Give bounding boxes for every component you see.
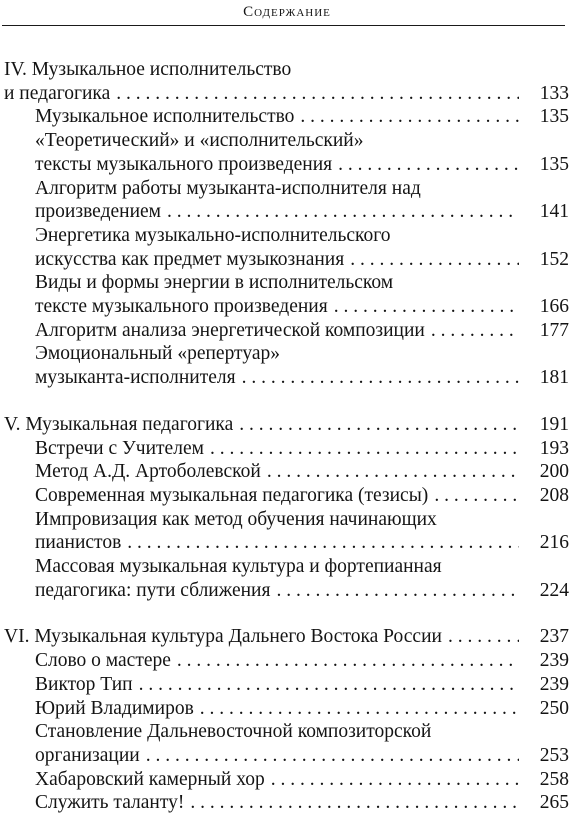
dot-leader: [267, 460, 519, 484]
page-number: 239: [539, 650, 569, 672]
page-number: 133: [539, 82, 569, 104]
dot-leader: [167, 200, 519, 224]
toc-entry-line: «Теоретический» и «исполнительский»: [35, 130, 364, 152]
page-number: 216: [539, 532, 569, 554]
dot-leader: [200, 697, 519, 721]
page-number: 166: [539, 296, 569, 318]
toc-entry-line: Служить таланту!: [35, 792, 185, 814]
toc-entry-line: тексте музыкального произведения: [35, 296, 328, 318]
toc-entry-line: Импровизация как метод обучения начинающих: [35, 508, 437, 530]
dot-leader: [276, 579, 519, 603]
toc-entry-line: Встречи с Учителем: [35, 437, 204, 459]
dot-leader: [271, 768, 519, 792]
page-number: 177: [539, 319, 569, 341]
toc-entry[interactable]: [0, 484, 574, 508]
toc-entry[interactable]: [0, 460, 574, 484]
toc-entry[interactable]: [0, 508, 574, 555]
toc-entry[interactable]: [0, 649, 574, 673]
page-number: 237: [539, 626, 569, 648]
toc-section-title[interactable]: [0, 413, 574, 437]
toc-section-title[interactable]: [0, 58, 574, 105]
toc-entry-line: Эмоциональный «репертуар»: [35, 343, 280, 365]
toc-entry[interactable]: [0, 105, 574, 129]
toc-entry-line: Юрий Владимиров: [35, 697, 194, 719]
toc-title-line: V. Музыкальная педагогика: [4, 413, 234, 435]
toc-entry[interactable]: [0, 555, 574, 602]
toc-entry[interactable]: [0, 271, 574, 318]
running-head: Содержание: [243, 4, 331, 20]
page-number: 250: [539, 697, 569, 719]
page-number: 152: [539, 248, 569, 270]
toc-entry[interactable]: [0, 768, 574, 792]
toc-title-line: IV. Музыкальное исполнительство: [4, 59, 292, 80]
page-number: 141: [539, 201, 569, 223]
toc-entry-line: искусства как предмет музыкознания: [35, 248, 345, 270]
dot-leader: [334, 295, 519, 319]
page-number: 193: [539, 437, 569, 459]
dot-leader: [239, 413, 519, 437]
toc-entry-line: Массовая музыкальная культура и фортепианная: [35, 556, 442, 578]
page-number: 265: [539, 792, 569, 814]
dot-leader: [448, 625, 519, 649]
toc-title-line: VI. Музыкальная культура Дальнего Востока России: [4, 626, 442, 648]
dot-leader: [431, 319, 519, 343]
toc-entry[interactable]: [0, 129, 574, 176]
dot-leader: [242, 366, 519, 390]
dot-leader: [116, 82, 519, 106]
dot-leader: [139, 673, 519, 697]
toc-entry[interactable]: [0, 791, 574, 815]
toc-entry-line: Алгоритм работы музыканта-исполнителя над: [35, 177, 421, 199]
toc-entry-line: музыканта-исполнителя: [35, 367, 236, 389]
toc-section-iv: [0, 58, 574, 390]
page-number: 200: [539, 461, 569, 483]
toc-section-title[interactable]: [0, 625, 574, 649]
page-number: 135: [539, 106, 569, 128]
page-number: 191: [539, 413, 569, 435]
dot-leader: [210, 437, 519, 461]
dot-leader: [338, 153, 519, 177]
toc-entry-line: тексты музыкального произведения: [35, 153, 333, 175]
toc-entry[interactable]: [0, 720, 574, 767]
dot-leader: [350, 248, 519, 272]
toc-entry[interactable]: [0, 319, 574, 343]
toc-title-line: и педагогика: [4, 82, 111, 104]
toc-entry-line: Виды и формы энергии в исполнительском: [35, 272, 394, 294]
page-number: 224: [539, 579, 569, 601]
toc-entry-line: Слово о мастере: [35, 650, 171, 672]
toc-section-v: [0, 413, 574, 603]
toc-entry-line: Алгоритм анализа энергетической композиции: [35, 319, 425, 341]
page-number: 208: [539, 484, 569, 506]
dot-leader: [190, 791, 519, 815]
toc-entry-line: Метод А.Д. Артоболевской: [35, 461, 261, 483]
toc-entry-line: пианистов: [35, 532, 122, 554]
toc-entry-line: Музыкальное исполнительство: [35, 106, 295, 128]
toc-entry-line: произведением: [35, 201, 162, 223]
toc-entry[interactable]: [0, 224, 574, 271]
toc-entry[interactable]: [0, 342, 574, 389]
toc-entry[interactable]: [0, 177, 574, 224]
header-rule: [2, 25, 565, 26]
dot-leader: [300, 105, 519, 129]
table-of-contents: [0, 58, 574, 815]
toc-entry-line: Хабаровский камерный хор: [35, 768, 265, 790]
page-number: 258: [539, 768, 569, 790]
toc-section-vi: [0, 625, 574, 815]
toc-entry[interactable]: [0, 673, 574, 697]
toc-entry[interactable]: [0, 697, 574, 721]
page-number: 253: [539, 744, 569, 766]
dot-leader: [177, 649, 519, 673]
toc-entry-line: Виктор Тип: [35, 673, 133, 695]
toc-entry-line: педагогика: пути сближения: [35, 579, 271, 601]
page-number: 181: [539, 367, 569, 389]
toc-entry-line: Современная музыкальная педагогика (тезисы): [35, 484, 429, 506]
dot-leader: [127, 531, 519, 555]
page-number: 135: [539, 153, 569, 175]
toc-entry-line: Становление Дальневосточной композиторской: [35, 721, 432, 743]
page-number: 239: [539, 673, 569, 695]
dot-leader: [146, 744, 519, 768]
dot-leader: [434, 484, 519, 508]
toc-entry[interactable]: [0, 437, 574, 461]
toc-entry-line: организации: [35, 744, 140, 766]
toc-entry-line: Энергетика музыкально-исполнительского: [35, 224, 391, 246]
